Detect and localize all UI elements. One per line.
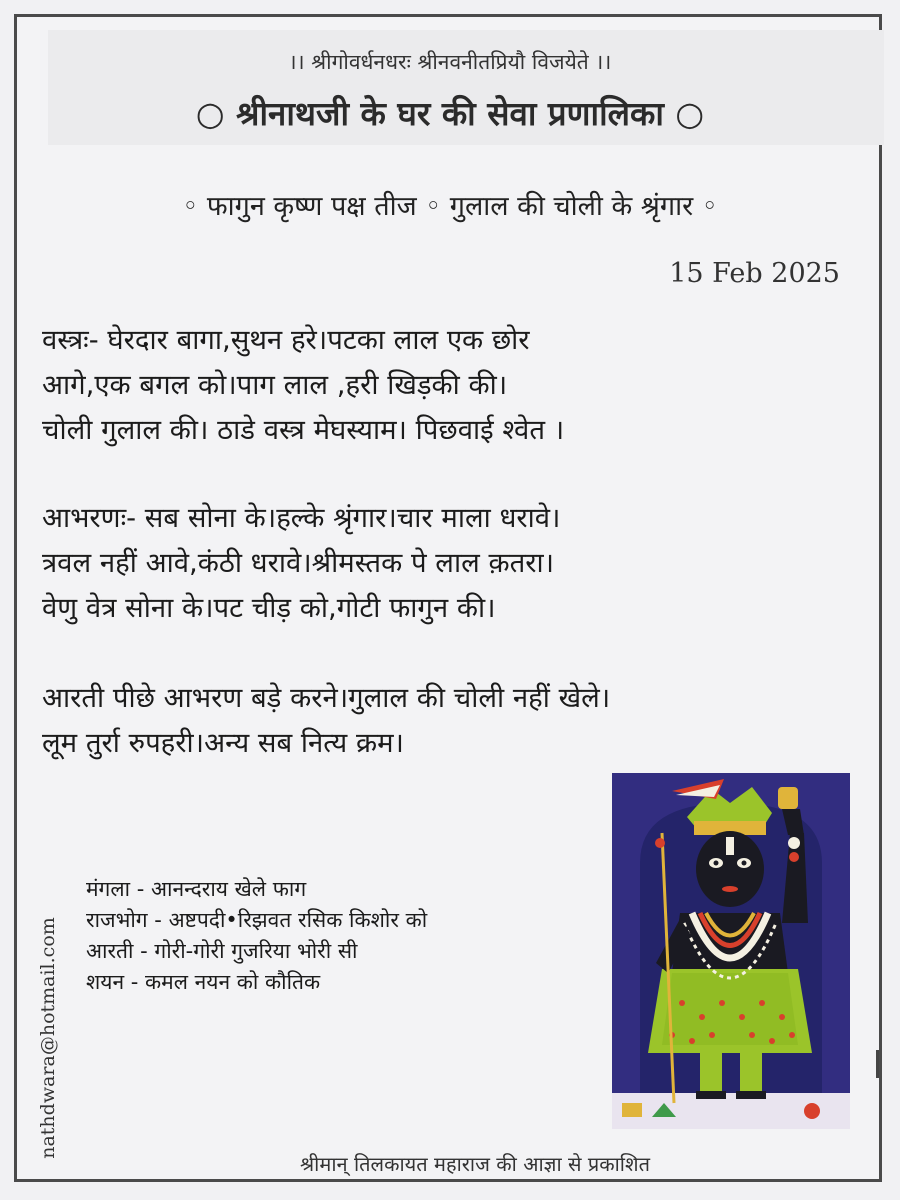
aarti-section (42, 676, 862, 766)
footer-note: श्रीमान् तिलकायत महाराज की आज्ञा से प्रकाशित (300, 1152, 650, 1176)
kirtan-item: मंगला - आनन्दराय खेले फाग (86, 877, 307, 901)
vastra-line: वस्त्रः- घेरदार बागा,सुथन हरे।पटका लाल एक छोर (42, 324, 530, 356)
abharan-line: त्रवल नहीं आवे,कंठी धरावे।श्रीमस्तक पे लाल क़तरा। (42, 547, 555, 579)
vastra-line: आगे,एक बगल को।पाग लाल ,हरी खिड़की की। (42, 369, 508, 401)
date-label: 15 Feb 2025 (669, 258, 840, 289)
shrinathji-deity-image (612, 773, 850, 1129)
kirtan-item: शयन - कमल नयन को कौतिक (86, 970, 321, 994)
aarti-line: आरती पीछे आभरण बड़े करने।गुलाल की चोली नहीं खेले। (42, 682, 611, 714)
abharan-line: आभरणः- सब सोना के।हल्के श्रृंगार।चार माला धरावे। (42, 502, 561, 534)
vastra-section (42, 318, 862, 453)
kirtan-item: आरती - गोरी-गोरी गुजरिया भोरी सी (86, 939, 358, 963)
edge-mark (876, 1050, 879, 1078)
abharan-line: वेणु वेत्र सोना के।पट चीड़ को,गोटी फागुन की। (42, 592, 496, 624)
email-address: nathdwara@hotmail.com (37, 917, 59, 1159)
page-title: ○ श्रीनाथजी के घर की सेवा प्रणालिका ○ (195, 94, 705, 133)
kirtan-item: राजभोग - अष्टपदी•रिझवत रसिक किशोर को (86, 908, 428, 932)
vastra-line: चोली गुलाल की। ठाडे वस्त्र मेघस्याम। पिछवाई श्वेत । (42, 414, 565, 446)
kirtan-list (86, 874, 427, 998)
abharan-section (42, 496, 862, 631)
aarti-line: लूम तुर्रा रुपहरी।अन्य सब नित्य क्रम। (42, 727, 404, 759)
page-subtitle: ◦ फागुन कृष्ण पक्ष तीज ◦ गुलाल की चोली के श्रृंगार ◦ (182, 191, 718, 222)
invocation-line: ।। श्रीगोवर्धनधरः श्रीनवनीतप्रियौ विजयेते ।। (288, 50, 612, 74)
deity-illustration (612, 773, 850, 1129)
